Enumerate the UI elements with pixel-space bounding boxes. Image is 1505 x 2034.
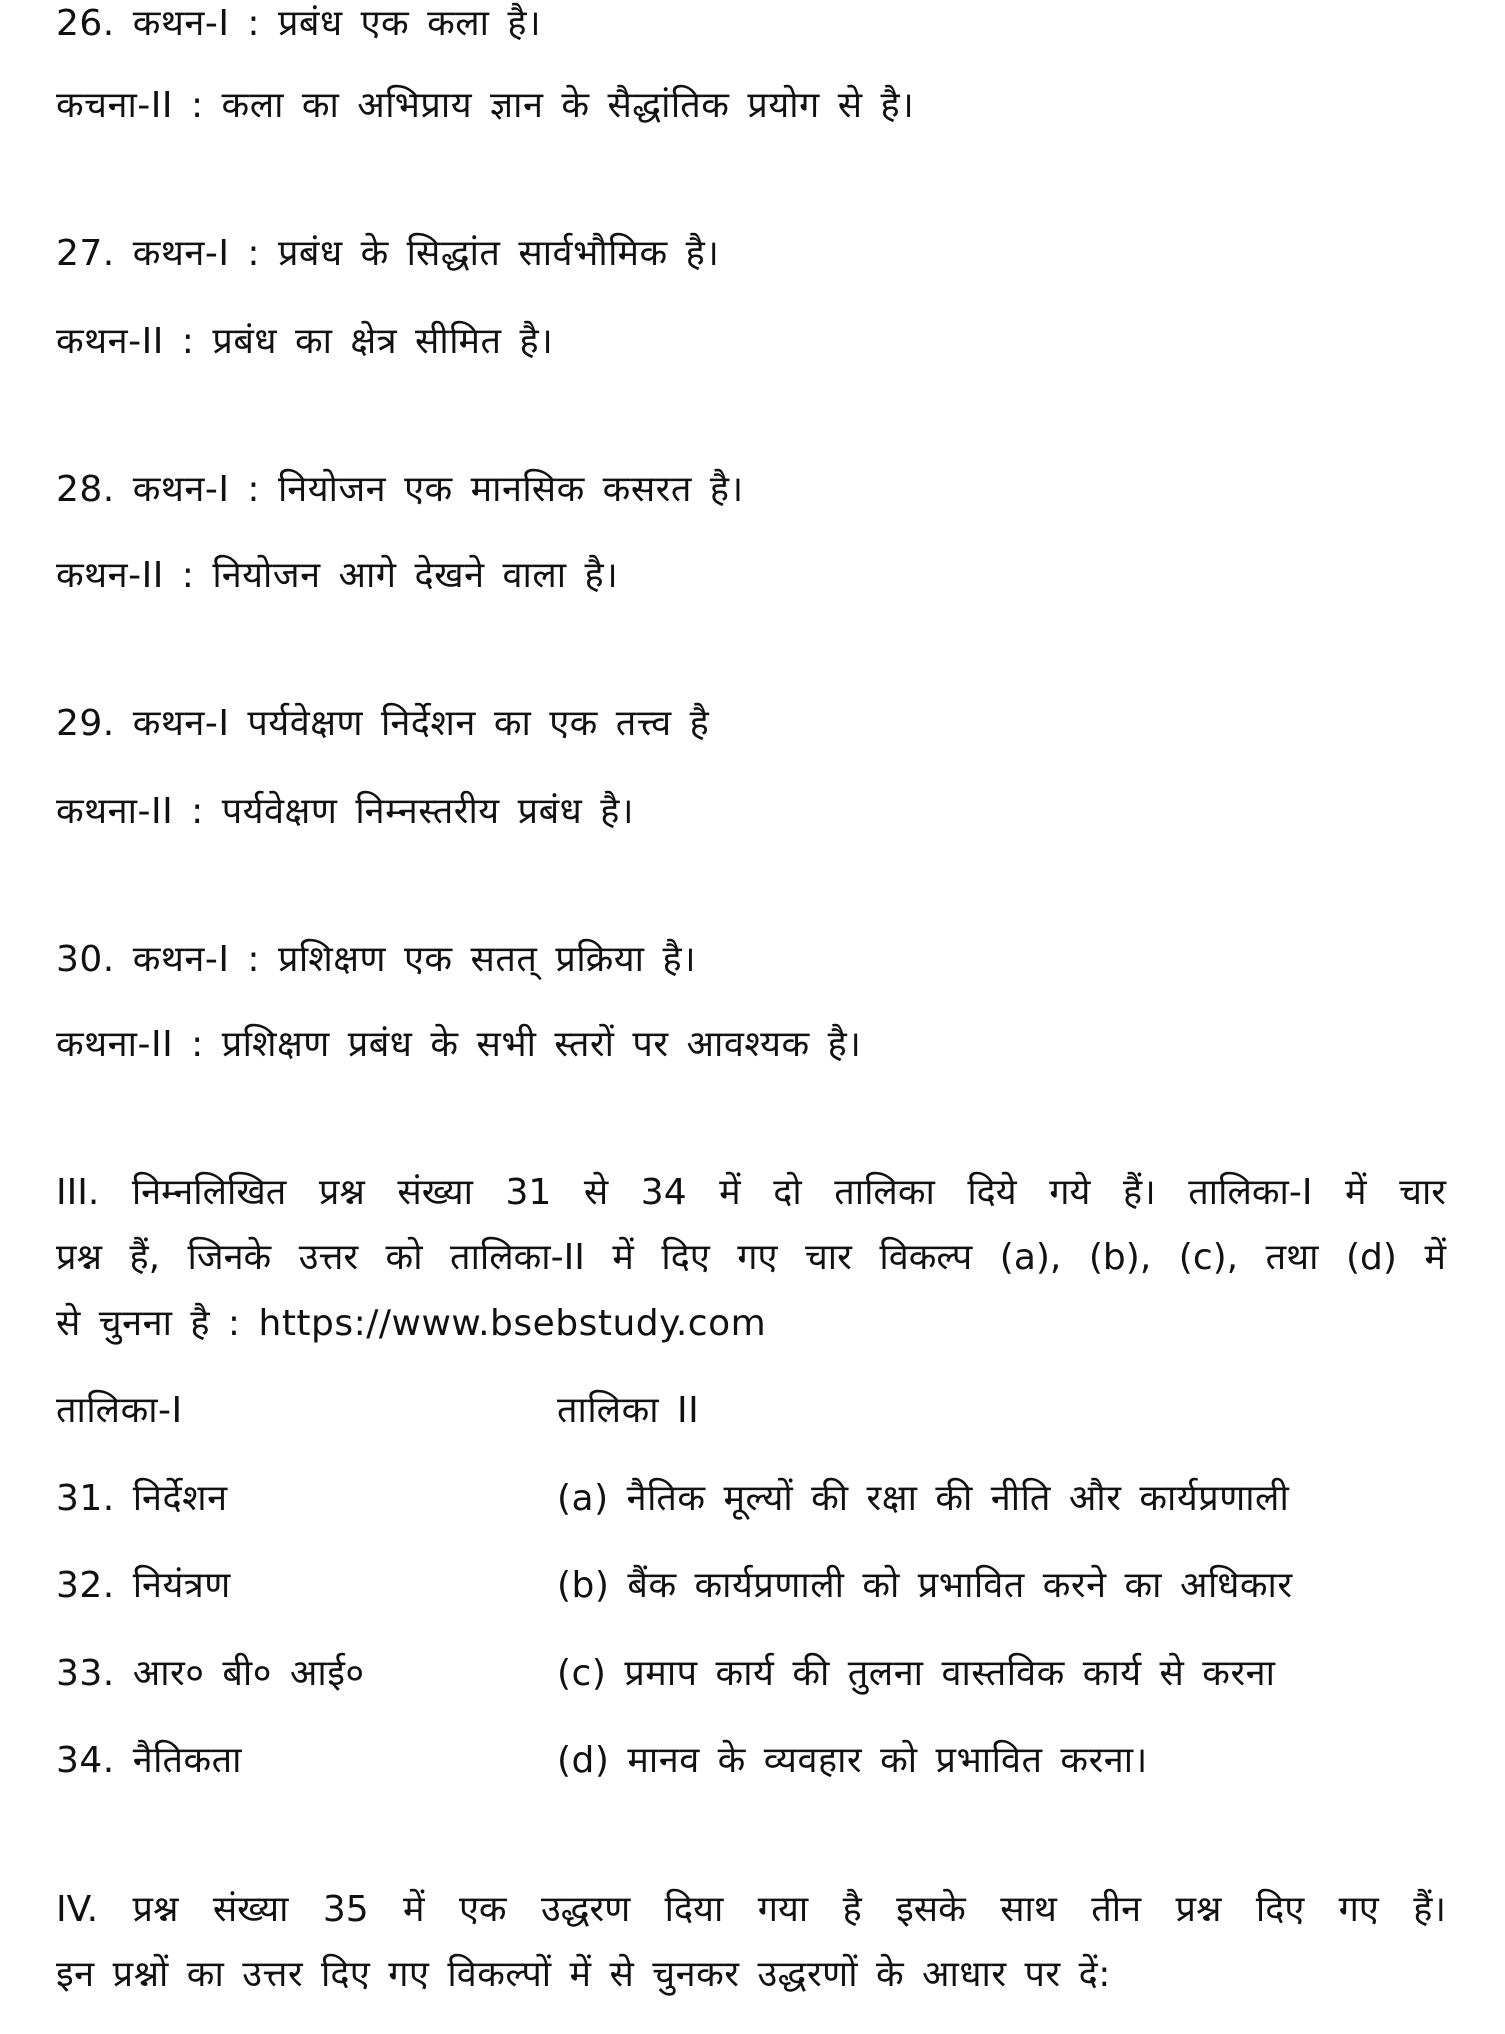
- question-27-statement-2: कथन-II : प्रबंध का क्षेत्र सीमित है।: [56, 321, 554, 362]
- question-29-statement-2: कथना-II : पर्यवेक्षण निम्नस्तरीय प्रबंध है।: [56, 791, 635, 832]
- table-1-item: 32. नियंत्रण: [56, 1565, 231, 1606]
- table-2-option: (b) बैंक कार्यप्रणाली को प्रभावित करने का अधिकार: [557, 1565, 1293, 1606]
- question-28-statement-1: 28. कथन-I : नियोजन एक मानसिक कसरत है।: [56, 469, 744, 510]
- question-27-statement-1: 27. कथन-I : प्रबंध के सिद्धांत सार्वभौमिक है।: [56, 233, 720, 274]
- question-26-statement-2: कचना-II : कला का अभिप्राय ज्ञान के सैद्धांतिक प्रयोग से है।: [56, 85, 915, 126]
- question-30-statement-1: 30. कथन-I : प्रशिक्षण एक सतत् प्रक्रिया है।: [56, 939, 697, 980]
- table-2-option: (a) नैतिक मूल्यों की रक्षा की नीति और कार्यप्रणाली: [557, 1478, 1290, 1519]
- table-1-header: तालिका-I: [56, 1390, 183, 1431]
- section-4-line-2: इन प्रश्नों का उत्तर दिए गए विकल्पों में से चुनकर उद्धरणों के आधार पर दें:: [56, 1954, 1111, 1995]
- table-1-item: 31. निर्देशन: [56, 1478, 228, 1519]
- table-2-option: (c) प्रमाप कार्य की तुलना वास्तविक कार्य से करना: [557, 1653, 1276, 1694]
- section-4-line-1: IV. प्रश्न संख्या 35 में एक उद्धरण दिया गया है इसके साथ तीन प्रश्न दिए गए हैं।: [56, 1889, 1446, 1930]
- section-3-line-3: से चुनना है : https://www.bsebstudy.com: [56, 1303, 767, 1344]
- question-29-statement-1: 29. कथन-I पर्यवेक्षण निर्देशन का एक तत्त्व है: [56, 703, 710, 744]
- question-26-statement-1: 26. कथन-I : प्रबंध एक कला है।: [56, 3, 542, 44]
- table-2-option: (d) मानव के व्यवहार को प्रभावित करना।: [557, 1740, 1148, 1781]
- section-3-line-2: प्रश्न हैं, जिनके उत्तर को तालिका-II में दिए गए चार विकल्प (a), (b), (c), तथा (d) में: [56, 1237, 1446, 1278]
- table-1-item: 33. आर० बी० आई०: [56, 1653, 365, 1694]
- table-2-header: तालिका II: [557, 1390, 700, 1431]
- table-1-item: 34. नैतिकता: [56, 1740, 243, 1781]
- section-3-line-1: III. निम्नलिखित प्रश्न संख्या 31 से 34 में दो तालिका दिये गये हैं। तालिका-I में चार: [56, 1172, 1446, 1213]
- question-30-statement-2: कथना-II : प्रशिक्षण प्रबंध के सभी स्तरों पर आवश्यक है।: [56, 1024, 862, 1065]
- question-28-statement-2: कथन-II : नियोजन आगे देखने वाला है।: [56, 555, 619, 596]
